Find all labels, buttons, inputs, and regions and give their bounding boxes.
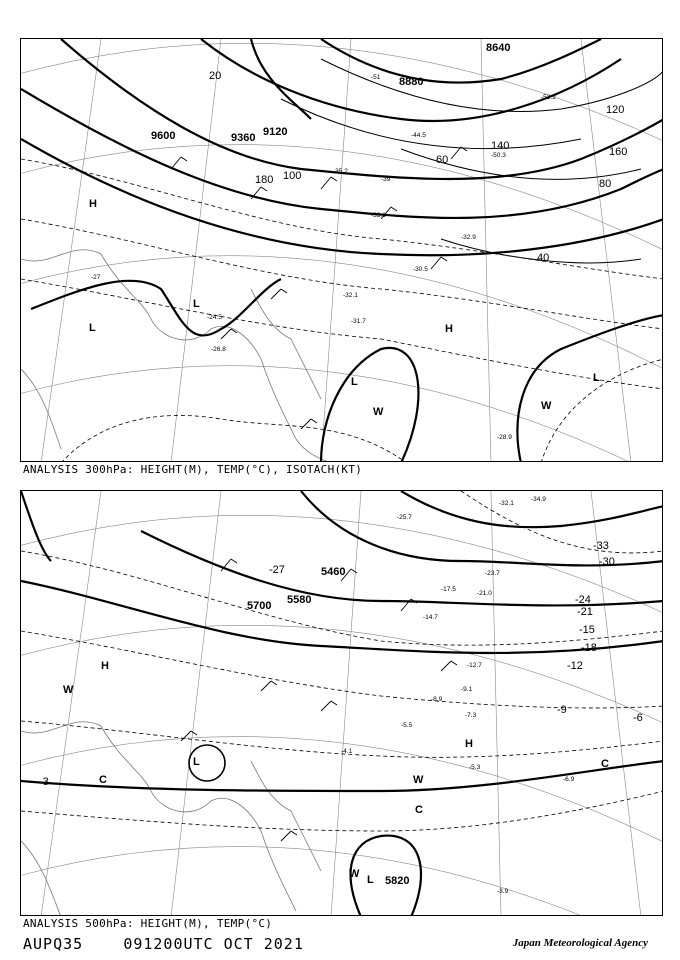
wind-barbs xyxy=(171,147,467,429)
warm-marker: W xyxy=(413,774,424,786)
temp-value: -50.3 xyxy=(491,152,506,159)
station-value: -25.7 xyxy=(397,514,412,521)
station-value: -17.5 xyxy=(441,586,456,593)
chart-id xyxy=(23,935,304,953)
map-500hpa-chart xyxy=(21,491,663,916)
caption-500hpa: ANALYSIS 500hPa: HEIGHT(M), TEMP(°C) xyxy=(23,917,273,930)
high-center: H xyxy=(465,738,473,750)
isotach-label: 60 xyxy=(436,154,449,166)
station-value: -14.7 xyxy=(423,614,438,621)
high-center: H xyxy=(101,660,109,672)
contour-label: 9120 xyxy=(263,126,288,138)
cold-marker: C xyxy=(415,804,423,816)
contour-label: 5700 xyxy=(247,600,272,612)
temp-value: -32.9 xyxy=(461,234,476,241)
station-value: -23.7 xyxy=(485,570,500,577)
valid-time: 091200UTC OCT 2021 xyxy=(123,935,304,953)
caption-300hpa: ANALYSIS 300hPa: HEIGHT(M), TEMP(°C), ISOTACH(KT) xyxy=(23,463,363,476)
temp-contour-label: -33 xyxy=(593,540,609,552)
low-center: L xyxy=(367,874,374,886)
map-300hpa-chart xyxy=(21,39,663,462)
temp-value: -30.5 xyxy=(413,266,428,273)
product-code: AUPQ35 xyxy=(23,935,84,953)
temp-contour-label: -3 xyxy=(39,776,49,788)
isotach-label: 160 xyxy=(609,146,628,158)
temp-contour-label: -30 xyxy=(599,556,615,568)
temp-value: -51 xyxy=(371,74,381,81)
high-center: H xyxy=(89,198,97,210)
temp-value: -35.2 xyxy=(333,168,348,175)
station-value: -5.3 xyxy=(469,764,481,771)
height-labels xyxy=(151,42,510,144)
low-center: L xyxy=(593,372,600,384)
temp-value: -26.8 xyxy=(211,346,226,353)
warm-marker: W xyxy=(63,684,74,696)
low-center: L xyxy=(351,376,358,388)
warm-marker: W xyxy=(349,868,360,880)
height-contours xyxy=(21,39,663,462)
isotach-label: 180 xyxy=(255,174,274,186)
cold-marker: C xyxy=(601,758,609,770)
station-value: -5.5 xyxy=(401,722,413,729)
height-labels xyxy=(247,566,409,887)
temp-value: -44.5 xyxy=(411,132,426,139)
map-300hpa xyxy=(20,38,663,462)
isotach-label: 20 xyxy=(209,70,222,82)
contour-label: 5460 xyxy=(321,566,346,578)
temp-value: -27 xyxy=(91,274,101,281)
isotach-label: 100 xyxy=(283,170,302,182)
agency-name: Japan Meteorological Agency xyxy=(512,937,648,949)
temp-contour-label: -27 xyxy=(269,564,285,576)
warm-marker: W xyxy=(373,406,384,418)
contour-label: 8880 xyxy=(399,76,424,88)
contour-label: 9360 xyxy=(231,132,256,144)
cold-marker: C xyxy=(99,774,107,786)
isotach-label: 120 xyxy=(606,104,625,116)
contour-label: 5580 xyxy=(287,594,312,606)
temp-value: -33.1 xyxy=(371,212,386,219)
isotachs xyxy=(281,59,663,263)
temp-contour-label: -15 xyxy=(579,624,595,636)
contour-label: 9600 xyxy=(151,130,176,142)
temp-value: -32.1 xyxy=(343,292,358,299)
temp-value: -28.9 xyxy=(497,434,512,441)
temp-contours xyxy=(21,159,663,462)
station-value: -8.9 xyxy=(431,696,443,703)
temp-contour-label: -9 xyxy=(557,704,567,716)
warm-marker: W xyxy=(541,400,552,412)
low-center: L xyxy=(89,322,96,334)
temp-contour-label: -12 xyxy=(567,660,583,672)
isotach-label: 80 xyxy=(599,178,612,190)
coastline xyxy=(21,250,331,462)
station-value: -12.7 xyxy=(467,662,482,669)
map-500hpa xyxy=(20,490,663,916)
station-value: -4.1 xyxy=(341,748,353,755)
high-center: H xyxy=(445,323,453,335)
station-value: -7.3 xyxy=(465,712,477,719)
temp-contour-label: -6 xyxy=(633,712,643,724)
temp-contour-label: -18 xyxy=(581,642,597,654)
station-value: -21.0 xyxy=(477,590,492,597)
temp-value: -31.7 xyxy=(351,318,366,325)
temp-value: -39 xyxy=(381,176,391,183)
station-value: -3.9 xyxy=(497,888,509,895)
temp-value: -24.5 xyxy=(207,314,222,321)
station-value: -34.9 xyxy=(531,496,546,503)
contour-label: 8640 xyxy=(486,42,511,54)
isotach-label: 140 xyxy=(491,140,510,152)
low-center: L xyxy=(193,298,200,310)
temp-value: -52.2 xyxy=(541,94,556,101)
station-value: -32.1 xyxy=(499,500,514,507)
temp-contour-label: -24 xyxy=(575,594,591,606)
station-value: -6.9 xyxy=(563,776,575,783)
isotach-labels xyxy=(209,70,627,264)
temp-contour-label: -21 xyxy=(577,606,593,618)
isotach-label: 40 xyxy=(537,252,550,264)
contour-label: 5820 xyxy=(385,875,410,887)
station-value: -9.1 xyxy=(461,686,473,693)
low-center: L xyxy=(193,756,200,768)
coastline xyxy=(21,722,321,916)
